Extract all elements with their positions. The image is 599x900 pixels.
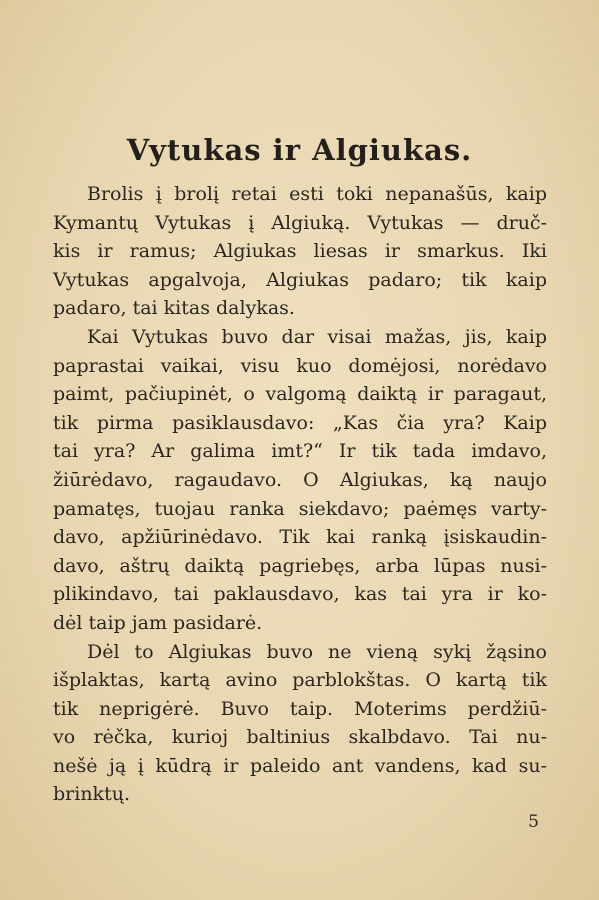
text-line: vo rėčka, kurioj baltinius skalbdavo. Tai nu- [53, 726, 547, 749]
text-line: paprastai vaikai, visu kuo domėjosi, norėdavo [53, 354, 547, 377]
page-title: Vytukas ir Algiukas. [126, 133, 473, 167]
text-line: davo, apžiūrinėdavo. Tik kai ranką įsiskaudin- [53, 526, 547, 549]
text-line: tik pirma pasiklausdavo: „Kas čia yra? Kaip [53, 411, 547, 434]
text-line: dėl taip jam pasidarė. [53, 611, 263, 634]
text-line: Dėl to Algiukas buvo ne vieną sykį žąsino [87, 640, 547, 663]
text-line: tik neprigėrė. Buvo taip. Moterims perdžiū- [53, 697, 547, 720]
text-line: pamatęs, tuojau ranka siekdavo; paėmęs varty- [53, 497, 547, 520]
text-line: tai yra? Ar galima imt?“ Ir tik tada imdavo, [53, 440, 547, 463]
text-line: nešė ją į kūdrą ir paleido ant vandens, kad su- [53, 754, 547, 777]
text-line: Vytukas apgalvoja, Algiukas padaro; tik kaip [53, 268, 547, 291]
text-line: kis ir ramus; Algiukas liesas ir smarkus. Iki [53, 240, 547, 263]
text-line: brinktų. [53, 783, 130, 806]
text-line: plikindavo, tai paklausdavo, kas tai yra ir ko- [53, 583, 547, 606]
text-line: išplaktas, kartą avino parblokštas. O kartą tik [53, 669, 547, 692]
text-line: žiūrėdavo, ragaudavo. O Algiukas, ką naujo [53, 468, 547, 491]
body-text [53, 180, 547, 809]
text-line: davo, aštrų daiktą pagriebęs, arba lūpas nusi- [53, 554, 547, 577]
page-number: 5 [528, 812, 539, 832]
text-line: padaro, tai kitas dalykas. [53, 297, 295, 320]
text-line: Brolis į brolį retai esti toki nepanašūs, kaip [87, 183, 547, 205]
text-line: paimt, pačiupinėt, o valgomą daiktą ir paragaut, [53, 383, 547, 406]
text-line: Kai Vytukas buvo dar visai mažas, jis, kaip [87, 325, 547, 348]
text-line: Kymantų Vytukas į Algiuką. Vytukas — druč- [53, 211, 547, 234]
